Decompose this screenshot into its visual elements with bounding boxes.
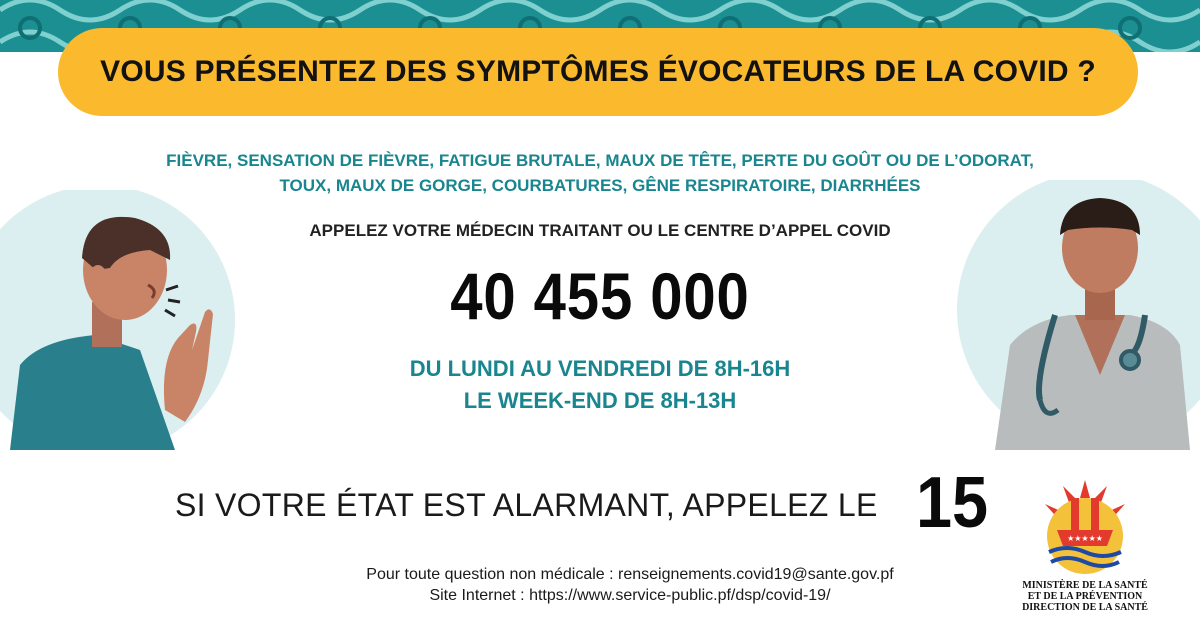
call-instruction: APPELEZ VOTRE MÉDECIN TRAITANT OU LE CENTRE D’APPEL COVID — [309, 221, 891, 240]
contact-email-line: Pour toute question non médicale : renseignements.covid19@sante.gov.pf — [366, 566, 894, 583]
contact-website-line: Site Internet : https://www.service-public.pf/dsp/covid-19/ — [429, 587, 831, 604]
ministry-line-1: MINISTÈRE DE LA SANTÉ — [1022, 580, 1148, 591]
emergency-text: SI VOTRE ÉTAT EST ALARMANT, APPELEZ LE — [175, 487, 878, 523]
headline: VOUS PRÉSENTEZ DES SYMPTÔMES ÉVOCATEURS DE LA COVID ? — [100, 55, 1096, 88]
phone-number: 40 455 000 — [450, 259, 750, 333]
ministry-label — [1010, 580, 1160, 613]
ministry-line-2: ET DE LA PRÉVENTION — [1027, 591, 1143, 602]
svg-text:★★★★★: ★★★★★ — [1067, 534, 1103, 543]
headline-banner — [58, 28, 1138, 116]
polynesia-coat-of-arms-icon — [1035, 478, 1135, 578]
ministry-line-3: DIRECTION DE LA SANTÉ — [1022, 602, 1148, 613]
hours-weekdays: DU LUNDI AU VENDREDI DE 8H-16H — [409, 356, 791, 381]
emergency-number: 15 — [916, 463, 989, 543]
symptoms-line-2: TOUX, MAUX DE GORGE, COURBATURES, GÊNE RESPIRATOIRE, DIARRHÉES — [279, 176, 921, 195]
symptoms-line-1: FIÈVRE, SENSATION DE FIÈVRE, FATIGUE BRUTALE, MAUX DE TÊTE, PERTE DU GOÛT OU DE L’ODORAT, — [166, 151, 1034, 170]
hours-weekend: LE WEEK-END DE 8H-13H — [463, 388, 737, 413]
